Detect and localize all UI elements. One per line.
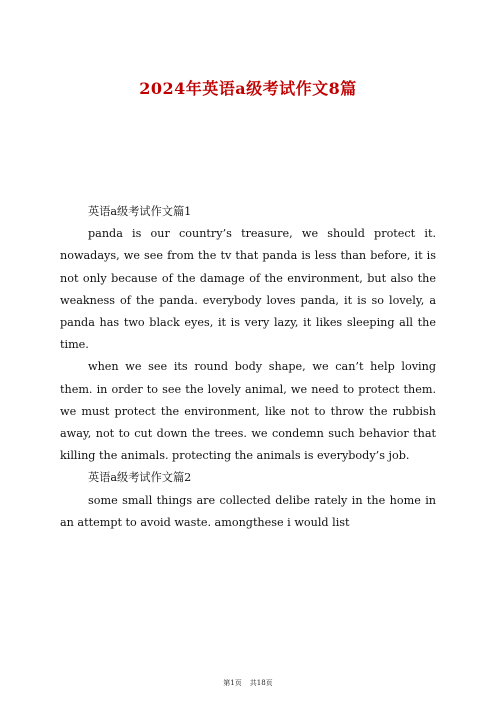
page-total: 共18页 <box>249 679 273 687</box>
page-number: 第1页 <box>223 679 242 687</box>
document-body <box>60 201 436 534</box>
body-paragraph: panda is our country’s treasure, we should protect it. nowadays, we see from the tv that panda is less than before, it is not only because of the damage of the environment, but also the weakness of the panda. everybody loves panda, it is so lovely, a panda has two black eyes, it is very lazy, it likes sleeping all the time. <box>60 227 436 352</box>
section-heading: 英语a级考试作文篇1 <box>88 205 192 218</box>
body-paragraph: when we see its round body shape, we can’t help loving them. in order to see the lovely animal, we need to protect them. we must protect the environment, like not to throw the rubbish away, not to cut down the trees. we condemn such behavior that killing the animals. protecting the animals is everybody’s job. <box>60 360 436 463</box>
body-paragraph: some small things are collected delibe rately in the home in an attempt to avoid waste. amongthese i would list <box>60 493 436 529</box>
section-heading: 英语a级考试作文篇2 <box>88 471 192 485</box>
page-footer <box>0 678 496 688</box>
document-title: 2024年英语a级考试作文8篇 <box>139 79 357 98</box>
